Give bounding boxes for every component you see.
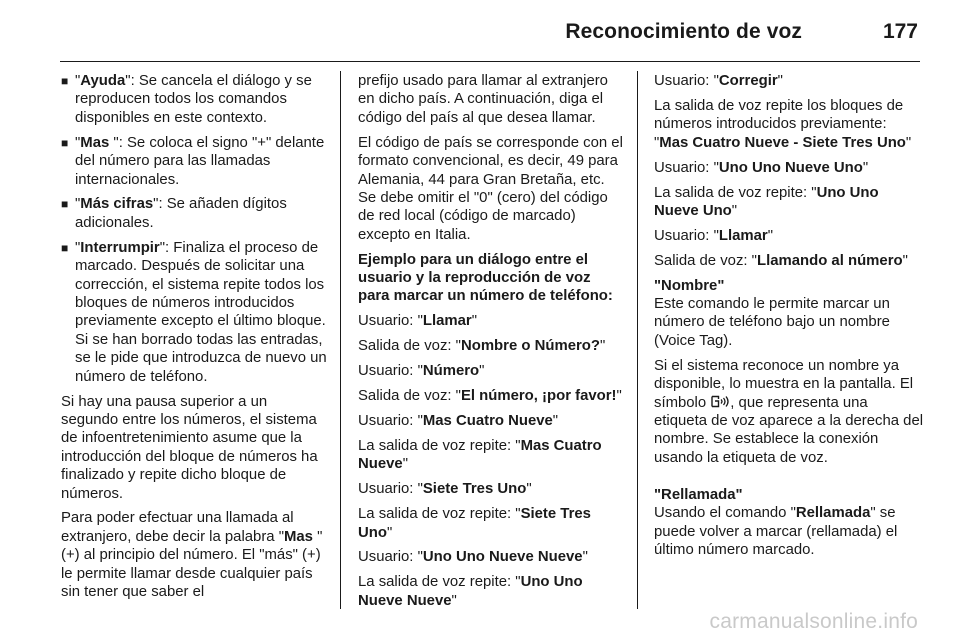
- dialog-line: Usuario: "Número": [358, 363, 485, 380]
- dialog-line: Usuario: "Uno Uno Nueve Nueve": [358, 549, 588, 566]
- dialog-line: La salida de voz repite: "Mas Cuatro Nueve": [358, 437, 602, 473]
- paragraph-international: Para poder efectuar una llamada al extranjero, debe decir la palabra "Mas " (+) al principio del número. El "más" (+) le permite llamar desde cualquier país sin tener que saber el: [61, 510, 323, 601]
- dialog-line: Salida de voz: "Llamando al número": [654, 252, 908, 269]
- paragraph-nombre: Este comando le permite marcar un número de teléfono bajo un nombre (Voice Tag).: [654, 296, 890, 349]
- dialog-line: La salida de voz repite los bloques de números introducidos previamente: "Mas Cuatro Nueve - Siete Tres Uno": [654, 97, 912, 151]
- dialog-line: Usuario: "Uno Uno Nueve Uno": [654, 159, 869, 176]
- page-title: Reconocimiento de voz: [565, 20, 802, 43]
- bullet-text: : Se coloca el signo "+" delante del número para las llamadas internacionales.: [75, 134, 325, 188]
- watermark: carmanualsonline.info: [709, 610, 918, 633]
- paragraph-pause: Si hay una pausa superior a un segundo entre los números, el sistema de infoentretenimiento asume que la introducción del bloque de números ha finalizado y repite dicho bloque de números.: [61, 393, 318, 502]
- paragraph-country-code: El código de país se corresponde con el formato convencional, es decir, 49 para Alemania, 44 para Gran Bretaña, etc. Se debe omitir el "0" (cero) del código de red local (código de marcado) excepto en Italia.: [358, 134, 623, 243]
- dialog-line: Usuario: "Mas Cuatro Nueve": [358, 413, 559, 429]
- dialog-line: La salida de voz repite: "Siete Tres Uno": [358, 506, 591, 541]
- bullet-text: : Se cancela el diálogo y se reproducen todos los comandos disponibles en este contexto.: [75, 73, 312, 126]
- section-heading: "Nombre": [654, 277, 725, 294]
- bullet-mas-cifras: ■ "Más cifras": Se añaden dígitos adicionales.: [61, 196, 287, 231]
- command-term: Más cifras: [80, 196, 154, 213]
- column-1: [61, 72, 327, 608]
- bullet-icon: ■: [61, 135, 69, 150]
- example-heading: Ejemplo para un diálogo entre el usuario y la reproducción de voz para marcar un número de teléfono:: [358, 251, 613, 305]
- bullet-icon: ■: [61, 240, 69, 255]
- section-heading: "Rellamada": [654, 486, 743, 503]
- command-term: Ayuda: [80, 73, 126, 89]
- bullet-icon: ■: [61, 74, 69, 88]
- bullet-text: : Finaliza el proceso de marcado. Después de solicitar una corrección, el sistema repite todos los bloques de números introducidos previamente excepto el último bloque. Si se han borrado todas las entradas, se le pide que introduzca de nuevo un número de teléfono.: [75, 239, 327, 385]
- command-term: Interrumpir: [80, 239, 160, 256]
- header-divider: [60, 61, 920, 62]
- bullet-ayuda: ■ "Ayuda": Se cancela el diálogo y se reproducen todos los comandos disponibles en este contexto.: [61, 73, 312, 126]
- section-nombre: [654, 277, 924, 351]
- paragraph-voice-tag: Si el sistema reconoce un nombre ya disponible, lo muestra en la pantalla. El símbolo , que representa una etiqueta de voz aparece a la derecha del nombre. Se establece la conexión usando la etiqueta de voz.: [654, 357, 924, 466]
- command-term: Mas: [284, 528, 318, 545]
- column-divider: [637, 71, 638, 609]
- dialog-line: La salida de voz repite: "Uno Uno Nueve Nueve": [358, 574, 583, 609]
- bullet-interrumpir: ■ "Interrumpir": Finaliza el proceso de marcado. Después de solicitar una corrección, el sistema repite todos los bloques de números introducidos previamente excepto el último bloque. Si se han borrado todas las entradas, se le pide que introduzca de nuevo un número de teléfono.: [61, 239, 327, 385]
- paragraph-prefix: prefijo usado para llamar al extranjero en dicho país. A continuación, diga el código del país al que desea llamar.: [358, 73, 608, 126]
- dialog-line: Salida de voz: "El número, ¡por favor!": [358, 388, 622, 405]
- section-rellamada: [654, 486, 924, 560]
- dialog-line: La salida de voz repite: "Uno Uno Nueve Uno": [654, 184, 879, 219]
- column-3: [654, 72, 924, 559]
- page-number: 177: [882, 20, 918, 43]
- command-term: Mas: [80, 134, 114, 151]
- dialog-line: Usuario: "Llamar": [654, 227, 774, 244]
- column-divider: [340, 71, 341, 609]
- dialog-line: Salida de voz: "Nombre o Número?": [358, 338, 606, 355]
- dialog-line: Usuario: "Llamar": [358, 313, 478, 330]
- dialog-line: Usuario: "Siete Tres Uno": [358, 481, 532, 498]
- column-2: [358, 72, 625, 617]
- paragraph-rellamada: Usando el comando "Rellamada" se puede volver a marcar (rellamada) el último número marcado.: [654, 505, 898, 558]
- bullet-icon: ■: [61, 197, 69, 212]
- bullet-text: : Se añaden dígitos adicionales.: [75, 196, 287, 231]
- dialog-line: Usuario: "Corregir": [654, 73, 783, 89]
- voice-tag-icon: [710, 395, 730, 408]
- bullet-mas: ■ "Mas ": Se coloca el signo "+" delante del número para las llamadas internacionales.: [61, 134, 325, 188]
